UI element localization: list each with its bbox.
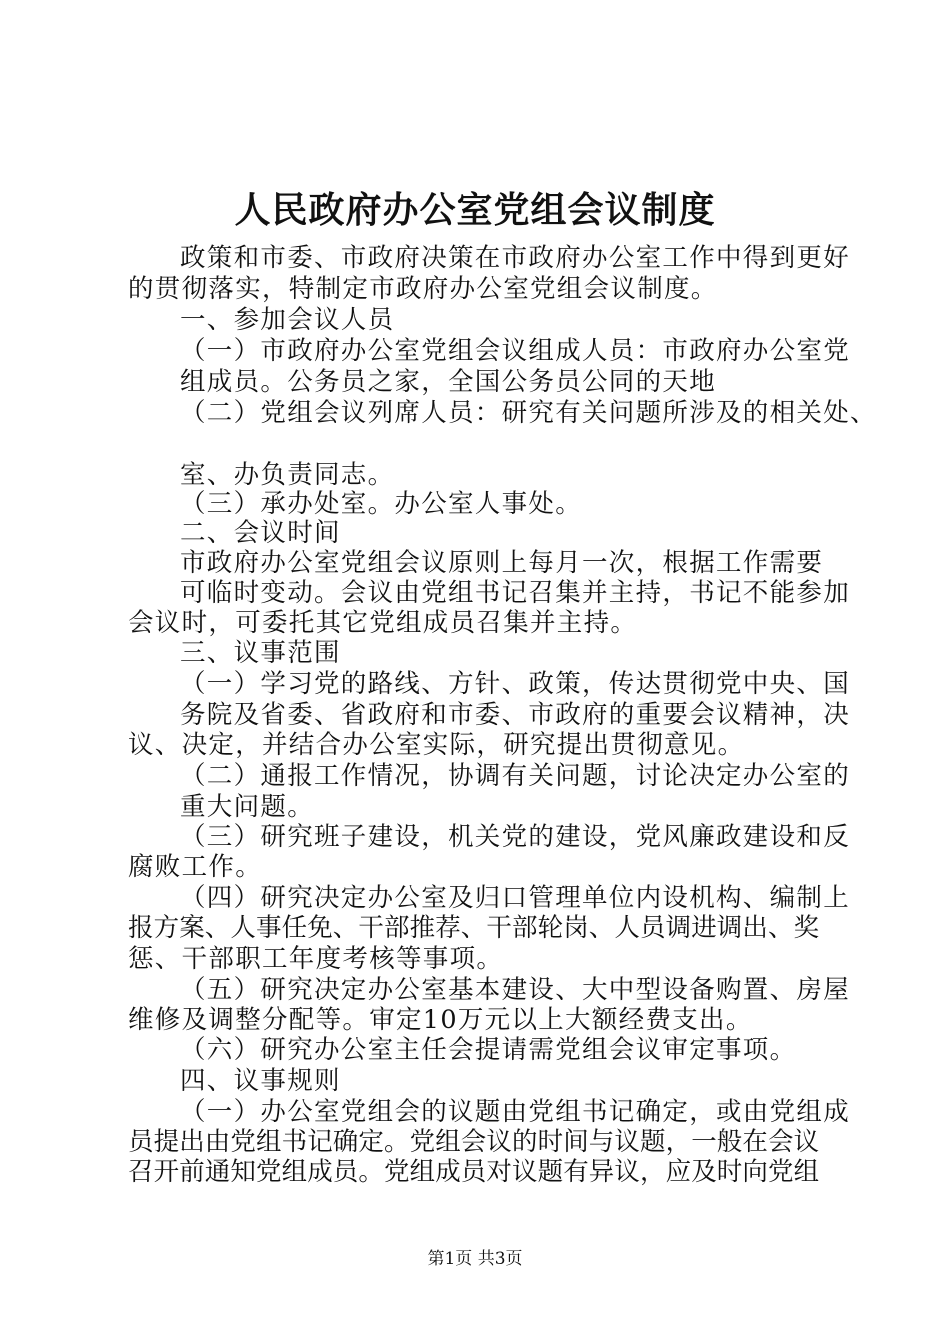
page-footer: 第1页 共3页: [427, 1249, 523, 1269]
body-line: 员提出由党组书记确定。党组会议的时间与议题，一般在会议: [128, 1127, 820, 1157]
body-line: 政策和市委、市政府决策在市政府办公室工作中得到更好: [180, 243, 851, 273]
body-line: （二）通报工作情况，协调有关问题，讨论决定办公室的: [180, 761, 851, 791]
body-line: （三）研究班子建设，机关党的建设，党风廉政建设和反: [180, 822, 851, 852]
body-line: 务院及省委、省政府和市委、市政府的重要会议精神，决: [180, 700, 851, 730]
body-line: 组成员。公务员之家，全国公务员公同的天地: [180, 367, 717, 397]
body-line: 市政府办公室党组会议原则上每月一次，根据工作需要: [180, 548, 824, 578]
body-line: 会议时，可委托其它党组成员召集并主持。: [128, 608, 638, 638]
body-line: 召开前通知党组成员。党组成员对议题有异议，应及时向党组: [128, 1157, 820, 1187]
body-line: 四、议事规则: [180, 1066, 341, 1096]
body-line: 重大问题。: [180, 792, 315, 822]
body-line: 的贯彻落实，特制定市政府办公室党组会议制度。: [128, 274, 718, 304]
body-line: 二、会议时间: [180, 518, 341, 548]
body-line: 三、议事范围: [180, 638, 341, 668]
body-line: （五）研究决定办公室基本建设、大中型设备购置、房屋: [180, 975, 851, 1005]
body-line: （一）办公室党组会的议题由党组书记确定，或由党组成: [180, 1097, 851, 1127]
body-line: （四）研究决定办公室及归口管理单位内设机构、编制上: [180, 883, 851, 913]
body-line: 议、决定，并结合办公室实际，研究提出贯彻意见。: [128, 730, 745, 760]
body-line: （一）市政府办公室党组会议组成人员：市政府办公室党: [180, 336, 851, 366]
body-line: 可临时变动。会议由党组书记召集并主持，书记不能参加: [180, 578, 851, 608]
page-title: 人民政府办公室党组会议制度: [234, 189, 716, 231]
body-line: （六）研究办公室主任会提请需党组会议审定事项。: [180, 1035, 797, 1065]
body-line: （一）学习党的路线、方针、政策，传达贯彻党中央、国: [180, 669, 851, 699]
body-line: 腐败工作。: [128, 852, 263, 882]
body-line: 一、参加会议人员: [180, 305, 395, 335]
body-line: 报方案、人事任免、干部推荐、干部轮岗、人员调进调出、奖: [128, 913, 820, 943]
body-line: 惩、干部职工年度考核等事项。: [128, 944, 504, 974]
body-line: （三）承办处室。办公室人事处。: [180, 489, 583, 519]
body-line: 室、办负责同志。: [180, 460, 395, 490]
body-line: （二）党组会议列席人员：研究有关问题所涉及的相关处、: [180, 398, 877, 428]
body-line: 维修及调整分配等。审定10万元以上大额经费支出。: [128, 1005, 753, 1035]
